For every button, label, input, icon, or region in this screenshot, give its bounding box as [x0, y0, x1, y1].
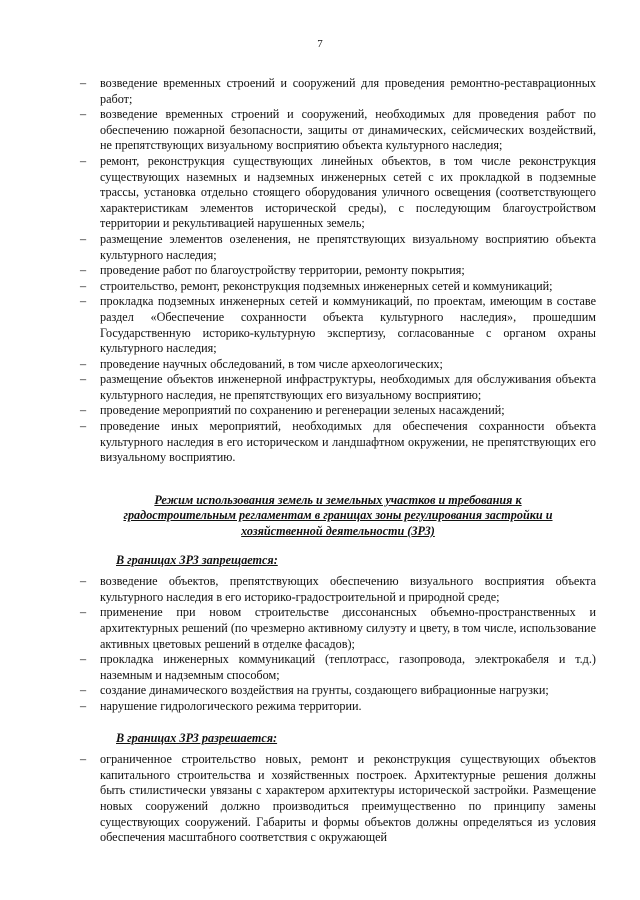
prohibited-item: [80, 699, 596, 715]
list-item: [80, 107, 596, 154]
list-dash: –: [80, 231, 87, 246]
list-item: [80, 372, 596, 403]
list-dash: –: [80, 403, 87, 418]
list-item-text: проведение научных обследований, в том числе археологических;: [100, 356, 443, 371]
permitted-item: [80, 752, 596, 846]
prohibited-item: [80, 574, 596, 605]
list-dash: –: [80, 153, 87, 168]
prohibited-item: [80, 652, 596, 683]
list-dash: –: [80, 419, 87, 434]
list-item: [80, 76, 596, 107]
list-item: [80, 154, 596, 232]
list-item: [80, 294, 596, 356]
list-item-text: возведение объектов, препятствующих обеспечению визуального восприятия объекта культурного наследия в его историко-градостроительной и природной среде;: [100, 574, 596, 604]
list-dash: –: [80, 263, 87, 278]
list-item-text: строительство, ремонт, реконструкция подземных инженерных сетей и коммуникаций;: [100, 278, 553, 293]
list-item: [80, 232, 596, 263]
list-item-text: проведение работ по благоустройству территории, ремонту покрытия;: [100, 263, 465, 278]
list-dash: –: [80, 294, 87, 309]
list-item: [80, 263, 596, 279]
list-item: [80, 419, 596, 466]
list-item-text: ограниченное строительство новых, ремонт и реконструкция существующих объектов капитального строительства и хозяйственных построек. Архитектурные решения должны быть стилистически увязаны с характером архитектуры исторической застройки. Размещение новых сооружений должно производиться преимущественно по принципу замены существующих сооружений. Габариты и формы объектов должны определяться из условия обеспечения масштабного соответствия с окружающей: [100, 752, 596, 845]
list-item-text: проведение иных мероприятий, необходимых для обеспечения сохранности объекта культурного наследия в его историческом и ландшафтном окружении, не препятствующих его визуальному восприятию.: [100, 419, 596, 465]
list-item-text: применение при новом строительстве диссонансных объемно-пространственных и архитектурных решений (по чрезмерно активному силуэту и цвету, в том числе, использование активных цветовых решений в отделке фасадов);: [100, 605, 596, 651]
list-item-text: размещение объектов инженерной инфраструктуры, необходимых для обслуживания объекта культурного наследия, не препятствующих его визуальному восприятию;: [100, 372, 596, 402]
list-dash: –: [80, 652, 87, 667]
list-item-text: размещение элементов озеленения, не препятствующих визуальному восприятию объекта культурного наследия;: [100, 231, 596, 262]
list-item-text: ремонт, реконструкция существующих линейных объектов, в том числе реконструкция существующих наземных и надземных инженерных сетей с их прокладкой в подземные трассы, установка отдельно стоящего оборудования уличного освещения (соответствующего характеристикам элементов исторической среды), с последующим благоустройством территории и рекультивацией нарушенных земель;: [100, 153, 596, 231]
list-item-text: возведение временных строений и сооружений, необходимых для проведения работ по обеспечению пожарной безопасности, защиты от динамических, сейсмических воздействий, не препятствующих визуальному восприятию объекта культурного наследия;: [100, 107, 596, 153]
list-dash: –: [80, 752, 87, 767]
list-item: [80, 357, 596, 373]
page-content: [80, 76, 596, 846]
allowed-works-list: [80, 76, 596, 466]
list-dash: –: [80, 278, 87, 293]
list-dash: –: [80, 372, 87, 387]
list-item-text: нарушение гидрологического режима территории.: [100, 698, 362, 713]
prohibited-heading: В границах ЗРЗ запрещается:: [116, 552, 278, 567]
page-number: 7: [317, 38, 323, 50]
prohibited-item: [80, 605, 596, 652]
list-item-text: возведение временных строений и сооружений для проведения ремонтно-реставрационных работ;: [100, 76, 596, 106]
list-item-text: создание динамического воздействия на грунты, создающего вибрационные нагрузки;: [100, 683, 549, 698]
list-dash: –: [80, 76, 87, 90]
list-dash: –: [80, 683, 87, 698]
list-dash: –: [80, 574, 87, 589]
list-item-text: прокладка подземных инженерных сетей и коммуникаций, по проектам, имеющим в составе раздел «Обеспечение сохранности объекта культурного наследия», прошедшим Государственную историко-культурную экспертизу, согласованные с органом охраны культурного наследия;: [100, 294, 596, 356]
prohibited-list: [80, 574, 596, 714]
list-dash: –: [80, 698, 87, 713]
list-item-text: прокладка инженерных коммуникаций (теплотрасс, газопровода, электрокабеля и т.д.) наземным и надземным способом;: [100, 652, 596, 682]
list-item-text: проведение мероприятий по сохранению и регенерации зеленых насаждений;: [100, 403, 505, 418]
list-dash: –: [80, 107, 87, 122]
list-dash: –: [80, 356, 87, 371]
permitted-list: [80, 752, 596, 846]
permitted-heading: В границах ЗРЗ разрешается:: [116, 730, 278, 745]
section-title: Режим использования земель и земельных участков и требования к градостроительным регламентам в границах зоны регулирования застройки и хозяйственной деятельности (ЗРЗ): [123, 492, 553, 539]
list-dash: –: [80, 605, 87, 620]
prohibited-item: [80, 683, 596, 699]
list-item: [80, 279, 596, 295]
list-item: [80, 403, 596, 419]
